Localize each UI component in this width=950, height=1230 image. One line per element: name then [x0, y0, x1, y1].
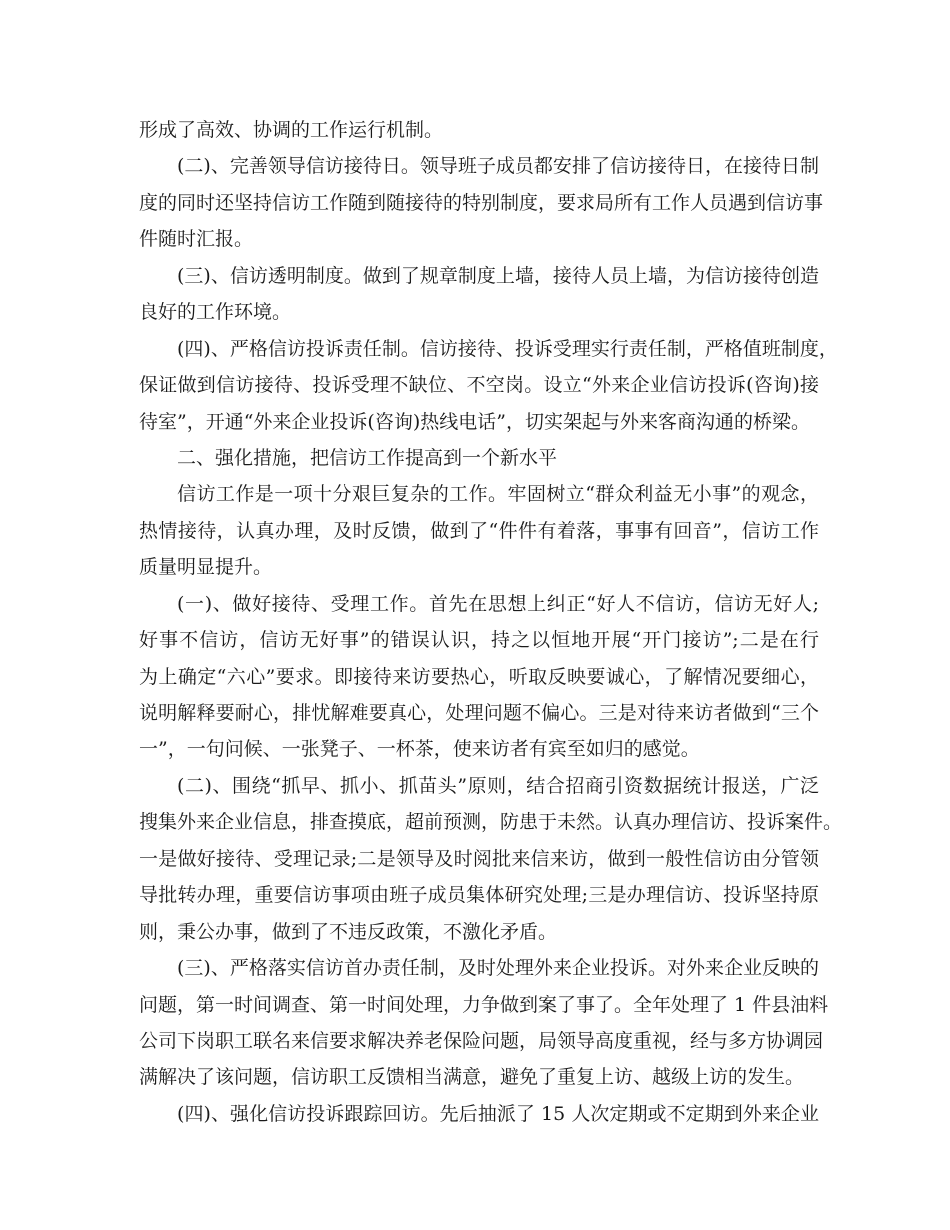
text-line: 问题，第一时间调查、第一时间处理，力争做到案了事了。全年处理了 1 件县油料	[139, 993, 829, 1016]
text-line: 为上确定“六心”要求。即接待来访要热心，听取反映要诚心，了解情况要细心，	[139, 665, 819, 688]
text-line: 说明解释要耐心，排忧解难要真心，处理问题不偏心。三是对待来访者做到“三个	[139, 702, 819, 724]
text-line: (二)、围绕“抓早、抓小、抓苗头”原则，结合招商引资数据统计报送，广泛	[177, 774, 819, 797]
document-body	[139, 112, 843, 1132]
text-line: 质量明显提升。	[139, 556, 273, 579]
text-line: 一是做好接待、受理记录;二是领导及时阅批来信来访，做到一般性信访由分管领	[139, 847, 819, 870]
text-line: 保证做到信访接待、投诉受理不缺位、不空岗。设立“外来企业信访投诉(咨询)接	[139, 374, 819, 397]
text-line: (三)、信访透明制度。做到了规章制度上墙，接待人员上墙，为信访接待创造	[177, 264, 819, 287]
text-line: 好事不信访，信访无好事”的错误认识，持之以恒地开展“开门接访”;二是在行	[139, 629, 819, 652]
text-line: 形成了高效、协调的工作运行机制。	[139, 119, 444, 141]
text-line: 良好的工作环境。	[139, 301, 292, 324]
text-line: 信访工作是一项十分艰巨复杂的工作。牢固树立“群众利益无小事”的观念，	[177, 483, 819, 506]
text-line: 满解决了该问题，信访职工反馈相当满意，避免了重复上访、越级上访的发生。	[139, 1066, 805, 1089]
text-line: 待室”，开通“外来企业投诉(咨询)热线电话”，切实架起与外来客商沟通的桥梁。	[139, 410, 810, 433]
text-line: 度的同时还坚持信访工作随到随接待的特别制度，要求局所有工作人员遇到信访事	[139, 191, 824, 214]
text-line: 热情接待，认真办理，及时反馈，做到了“件件有着落，事事有回音”，信访工作	[139, 519, 819, 542]
text-line: (四)、强化信访投诉跟踪回访。先后抽派了 15 人次定期或不定期到外来企业	[177, 1102, 819, 1125]
text-line: (四)、严格信访投诉责任制。信访接待、投诉受理实行责任制，严格值班制度，	[177, 337, 838, 360]
text-line: 则，秉公办事，做到了不违反政策，不激化矛盾。	[139, 920, 558, 943]
text-line: (二)、完善领导信访接待日。领导班子成员都安排了信访接待日，在接待日制	[177, 155, 819, 178]
text-line: 一”，一句问候、一张凳子、一杯茶，使来访者有宾至如归的感觉。	[139, 738, 700, 761]
text-line: (一)、做好接待、受理工作。首先在思想上纠正“好人不信访，信访无好人;	[177, 592, 819, 615]
text-line: 二、强化措施，把信访工作提高到一个新水平	[177, 446, 558, 469]
text-line: 搜集外来企业信息，排查摸底，超前预测，防患于未然。认真办理信访、投诉案件。	[139, 811, 843, 834]
text-line: 导批转办理，重要信访事项由班子成员集体研究处理;三是办理信访、投诉坚持原	[139, 884, 819, 907]
text-line: 件随时汇报。	[139, 228, 254, 251]
text-line: 公司下岗职工联名来信要求解决养老保险问题，局领导高度重视，经与多方协调园	[139, 1029, 824, 1052]
text-line: (三)、严格落实信访首办责任制，及时处理外来企业投诉。对外来企业反映的	[177, 957, 819, 980]
